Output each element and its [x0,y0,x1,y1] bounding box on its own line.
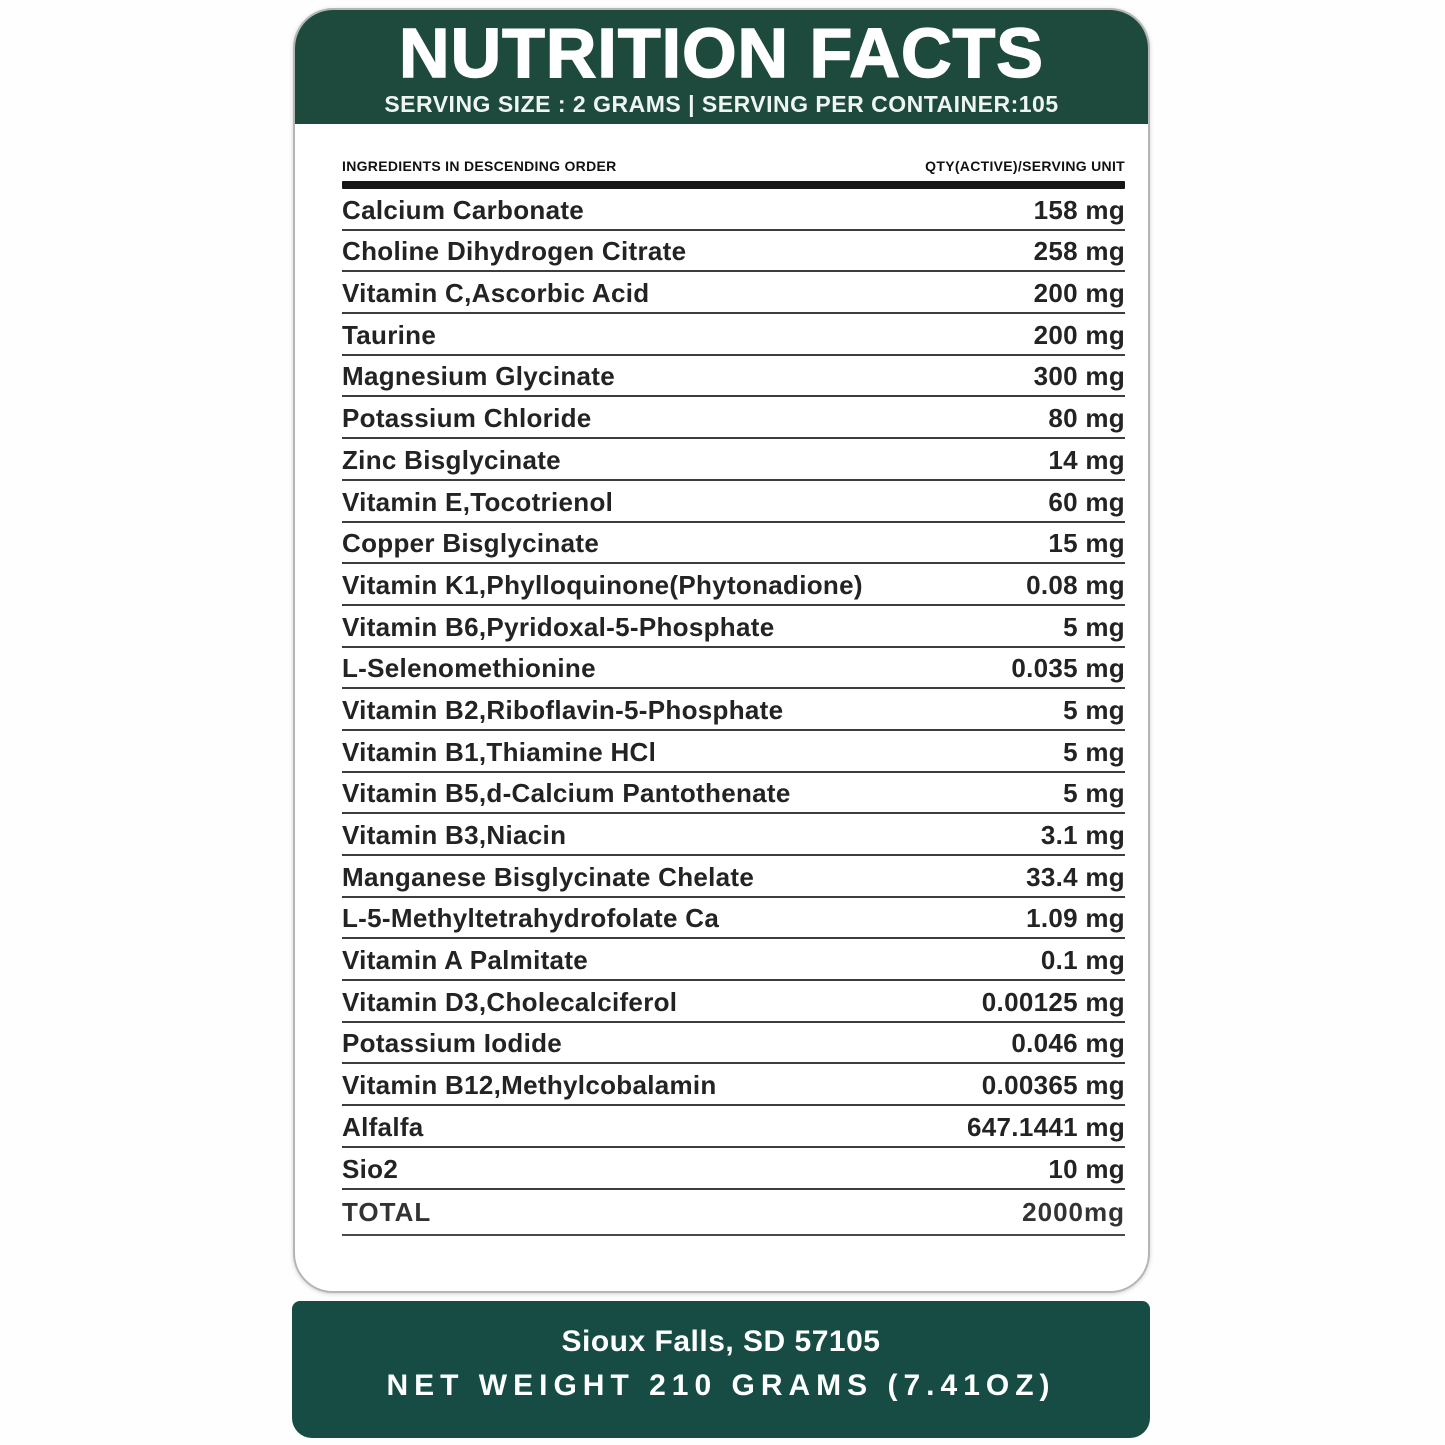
ingredient-name: Manganese Bisglycinate Chelate [342,861,755,892]
table-row [342,606,1125,648]
serving-info: SERVING SIZE : 2 GRAMS | SERVING PER CONTAINER:105 [384,91,1059,117]
ingredient-name: L-5-Methyltetrahydrofolate Ca [342,903,720,934]
ingredient-amount: 0.1 mg [1040,945,1125,976]
ingredient-name: Copper Bisglycinate [342,528,600,559]
ingredient-amount: 14 mg [1048,444,1125,475]
ingredient-name: Vitamin B3,Niacin [342,820,567,850]
table-row [342,939,1125,981]
total-row [342,1190,1125,1236]
ingredient-name: Vitamin K1,Phylloquinone(Phytonadione) [342,569,863,600]
table-row [342,814,1125,856]
table-row [342,689,1125,731]
ingredient-name: Alfalfa [342,1111,424,1142]
ingredient-name: Potassium Iodide [342,1028,563,1059]
table-row [342,898,1125,940]
table-row [342,189,1125,231]
ingredient-amount: 0.00125 mg [981,986,1125,1017]
table-row [342,272,1125,314]
ingredient-name: Vitamin A Palmitate [342,945,589,976]
ingredient-name: Vitamin C,Ascorbic Acid [342,278,650,309]
table-row [342,773,1125,815]
ingredient-amount: 0.00365 mg [981,1070,1125,1101]
nutrition-label-card [293,8,1150,1293]
ingredient-name: Vitamin B6,Pyridoxal-5-Phosphate [342,611,775,642]
ingredient-amount: 258 mg [1033,236,1125,267]
ingredient-amount: 0.08 mg [1026,569,1125,600]
table-row [342,856,1125,898]
address-line: Sioux Falls, SD 57105 [561,1325,881,1358]
ingredient-amount: 200 mg [1033,319,1125,350]
ingredient-amount: 1.09 mg [1026,903,1125,934]
col-header-qty: QTY(ACTIVE)/SERVING UNIT [925,158,1125,174]
table-row [342,1023,1125,1065]
ingredient-name: Choline Dihydrogen Citrate [342,236,687,267]
table-row [342,356,1125,398]
col-header-ingredients: INGREDIENTS IN DESCENDING ORDER [342,158,617,174]
ingredient-amount: 5 mg [1063,694,1125,725]
table-row [342,523,1125,565]
ingredient-name: Sio2 [342,1153,399,1184]
ingredient-amount: 158 mg [1033,194,1125,225]
ingredient-name: Calcium Carbonate [342,194,585,225]
table-row [342,1064,1125,1106]
ingredient-amount: 5 mg [1063,736,1125,767]
ingredient-amount: 5 mg [1063,611,1125,642]
ingredient-name: L-Selenomethionine [342,653,596,684]
table-row [342,731,1125,773]
ingredient-amount: 15 mg [1048,528,1125,559]
table-row [342,481,1125,523]
ingredients-table [295,158,1148,1236]
label-title: NUTRITION FACTS [399,14,1044,92]
ingredient-amount: 0.046 mg [1011,1028,1125,1059]
table-row [342,1148,1125,1190]
ingredient-name: Vitamin B2,Riboflavin-5-Phosphate [342,694,784,725]
ingredient-name: Vitamin B1,Thiamine HCl [342,736,657,767]
table-row [342,314,1125,356]
ingredient-name: Taurine [342,319,437,350]
ingredient-name: Potassium Chloride [342,403,592,434]
ingredient-name: Vitamin D3,Cholecalciferol [342,986,678,1017]
header-divider-bar [342,181,1125,189]
net-weight-line: NET WEIGHT 210 GRAMS (7.41OZ) [386,1369,1056,1402]
table-row [342,397,1125,439]
table-row [342,564,1125,606]
ingredient-amount: 33.4 mg [1026,861,1125,892]
label-header [295,10,1148,124]
ingredient-amount: 200 mg [1033,278,1125,309]
ingredient-name: Vitamin B5,d-Calcium Pantothenate [342,778,791,809]
ingredient-name: Zinc Bisglycinate [342,444,561,475]
ingredient-amount: 80 mg [1048,403,1125,434]
table-row [342,439,1125,481]
table-row [342,981,1125,1023]
ingredient-amount: 0.035 mg [1011,653,1125,684]
ingredient-amount: 300 mg [1033,361,1125,392]
table-row [342,231,1125,273]
ingredient-amount: 647.1441 mg [967,1111,1125,1142]
ingredient-amount: 10 mg [1048,1153,1125,1184]
ingredient-name: Magnesium Glycinate [342,361,615,392]
label-footer [292,1301,1150,1438]
ingredient-name: Vitamin E,Tocotrienol [342,486,614,517]
ingredient-amount: 3.1 mg [1040,820,1125,850]
total-amount: 2000mg [1022,1196,1125,1227]
ingredient-name: Vitamin B12,Methylcobalamin [342,1070,717,1101]
table-column-headers [342,158,1125,174]
table-row [342,648,1125,690]
ingredient-amount: 5 mg [1063,778,1125,809]
ingredient-rows [342,189,1125,1190]
ingredient-amount: 60 mg [1048,486,1125,517]
total-label: TOTAL [342,1196,432,1227]
table-row [342,1106,1125,1148]
